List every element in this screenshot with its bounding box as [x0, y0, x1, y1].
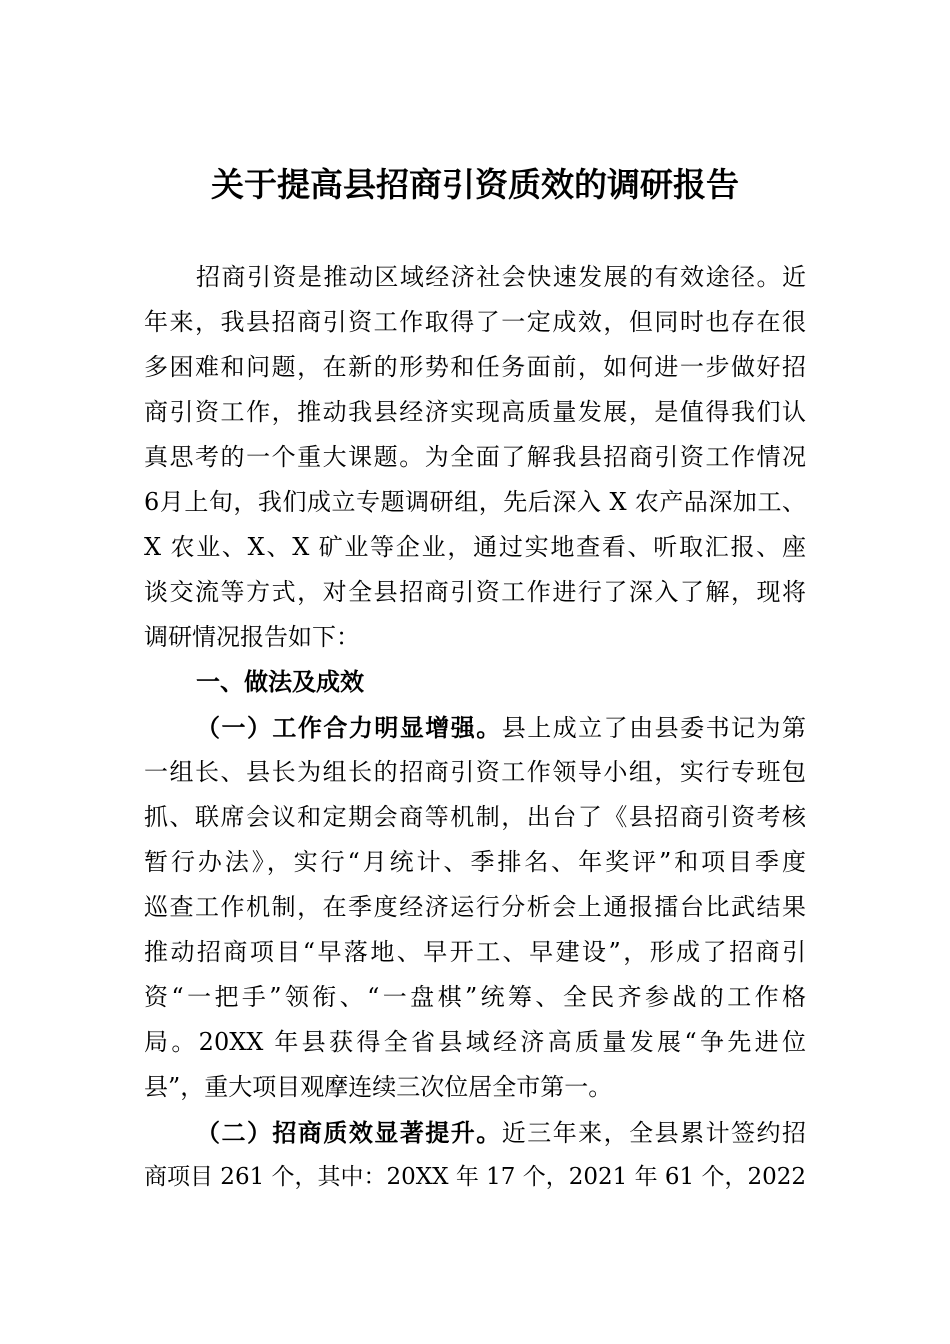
- paragraph-line: 6月上旬，我们成立专题调研组，先后深入 X 农产品深加工、: [144, 488, 806, 516]
- paragraph-line: 资“一把手”领衔、“一盘棋”统筹、全民齐参战的工作格: [144, 983, 806, 1011]
- section-heading: 一、做法及成效: [196, 668, 364, 696]
- subsection-heading: （一）工作合力明显增强。: [196, 713, 502, 742]
- paragraph-line: 真思考的一个重大课题。为全面了解我县招商引资工作情况: [144, 443, 806, 471]
- paragraph-line: [144, 1110, 806, 1155]
- document-body: [144, 255, 806, 1200]
- paragraph-line: 巡查工作机制，在季度经济运行分析会上通报擂台比武结果: [144, 893, 806, 921]
- paragraph-line: 商引资工作，推动我县经济实现高质量发展，是值得我们认: [144, 398, 806, 426]
- paragraph-line: 县”，重大项目观摩连续三次位居全市第一。: [144, 1073, 613, 1101]
- subsection-heading: （二）招商质效显著提升。: [196, 1118, 502, 1147]
- paragraph-line: 推动招商项目“早落地、早开工、早建设”，形成了招商引: [144, 938, 806, 966]
- paragraph-line: 调研情况报告如下：: [144, 623, 360, 651]
- document-title: 关于提高县招商引资质效的调研报告: [211, 165, 739, 204]
- paragraph-line: 暂行办法》，实行“月统计、季排名、年奖评”和项目季度: [144, 848, 806, 876]
- subsection-1-paragraph: [144, 705, 806, 1110]
- paragraph-line: 谈交流等方式，对全县招商引资工作进行了深入了解，现将: [144, 578, 806, 606]
- paragraph-line: 抓、联席会议和定期会商等机制，出台了《县招商引资考核: [144, 803, 806, 831]
- paragraph-line: 多困难和问题，在新的形势和任务面前，如何进一步做好招: [144, 353, 806, 381]
- paragraph-line: 招商引资是推动区域经济社会快速发展的有效途径。近: [196, 263, 806, 291]
- paragraph-line: [144, 705, 806, 750]
- paragraph-line: X 农业、X、X 矿业等企业，通过实地查看、听取汇报、座: [144, 533, 806, 561]
- paragraph-line: 商项目 261 个，其中：20XX 年 17 个，2021 年 61 个，2022: [144, 1164, 807, 1190]
- subsection-2-paragraph: [144, 1110, 806, 1200]
- intro-paragraph: [144, 255, 806, 660]
- paragraph-line: 年来，我县招商引资工作取得了一定成效，但同时也存在很: [144, 308, 806, 336]
- paragraph-line: 局。20XX 年县获得全省县域经济高质量发展“争先进位: [144, 1028, 806, 1056]
- paragraph-text: 县上成立了由县委书记为第: [501, 714, 807, 742]
- paragraph-line: 一组长、县长为组长的招商引资工作领导小组，实行专班包: [144, 758, 806, 786]
- paragraph-text: 近三年来，全县累计签约招: [501, 1119, 807, 1147]
